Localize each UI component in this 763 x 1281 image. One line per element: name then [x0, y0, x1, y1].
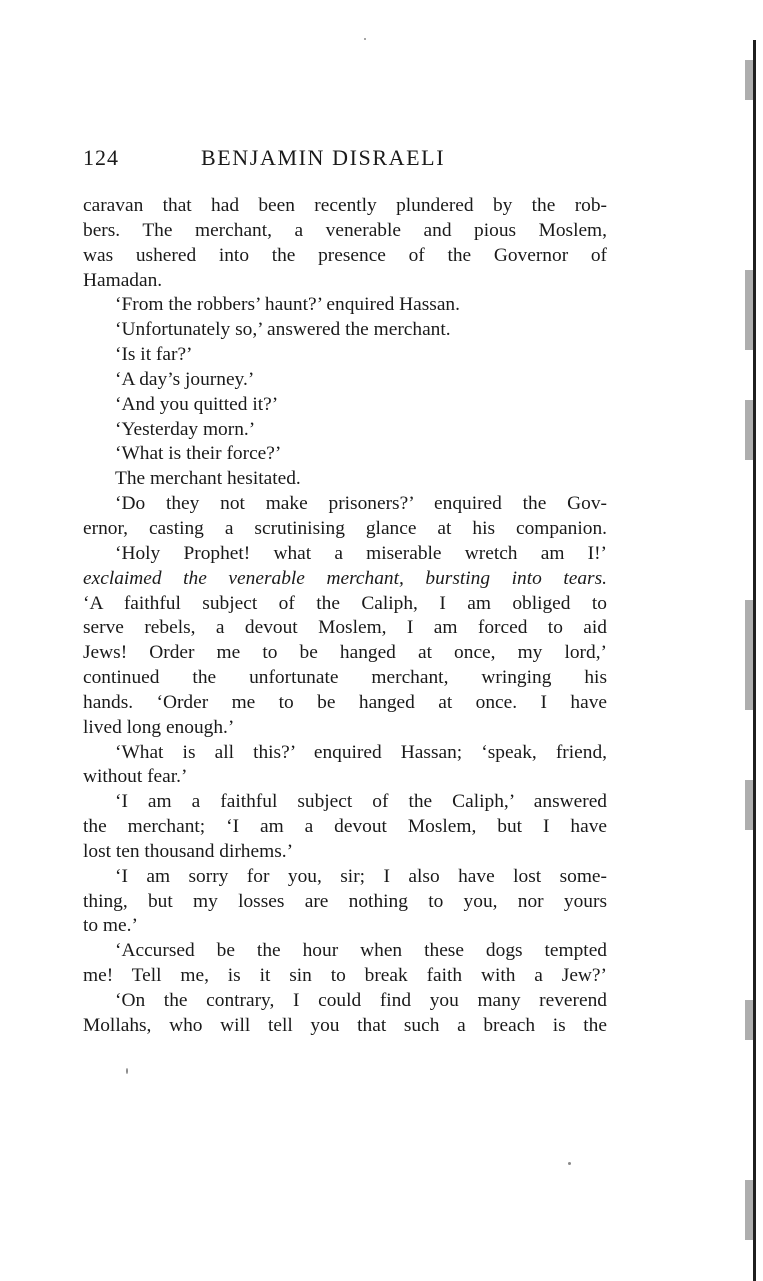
text-line: me! Tell me, is it sin to break faith with a Jew?’	[83, 965, 607, 987]
text-line: Hamadan.	[83, 269, 163, 291]
text-line: lived long enough.’	[83, 716, 235, 738]
text-line: ‘Is it far?’	[115, 344, 193, 366]
text-line: thing, but my losses are nothing to you, nor yours	[83, 890, 607, 912]
scan-speck	[126, 1068, 128, 1074]
text-line: continued the unfortunate merchant, wringing his	[83, 667, 607, 689]
running-head	[83, 145, 608, 175]
text-line: was ushered into the presence of the Governor of	[83, 244, 607, 266]
binding-shadow	[745, 600, 753, 710]
text-line: ‘On the contrary, I could find you many reverend	[115, 990, 607, 1011]
scan-speck	[568, 1162, 571, 1165]
scan-speck	[364, 38, 366, 40]
text-line: ‘What is their force?’	[115, 443, 282, 465]
text-line: to me.’	[83, 915, 138, 937]
binding-shadow	[745, 780, 753, 830]
text-line: the merchant; ‘I am a devout Moslem, but I have	[83, 816, 607, 838]
text-line: Mollahs, who will tell you that such a breach is the	[83, 1014, 607, 1036]
text-line: ‘From the robbers’ haunt?’ enquired Hassan.	[115, 294, 460, 316]
page-number: 124	[83, 145, 119, 170]
binding-shadow	[745, 1180, 753, 1240]
text-line: serve rebels, a devout Moslem, I am forced to aid	[83, 617, 607, 639]
text-line: Jews! Order me to be hanged at once, my lord,’	[83, 642, 607, 664]
binding-edge	[741, 40, 763, 1281]
text-line: ernor, casting a scrutinising glance at his companion.	[83, 517, 607, 539]
text-line: ‘A day’s journey.’	[115, 368, 255, 390]
text-line: The merchant hesitated.	[115, 468, 301, 490]
text-line: ‘Do they not make prisoners?’ enquired the Gov-	[115, 493, 607, 515]
text-line: lost ten thousand dirhems.’	[83, 840, 294, 862]
text-line: ‘I am a faithful subject of the Caliph,’ answered	[115, 791, 607, 813]
text-line: ‘I am sorry for you, sir; I also have lost some-	[115, 865, 607, 887]
binding-shadow	[745, 400, 753, 460]
text-line: ‘Yesterday morn.’	[115, 418, 256, 440]
text-line: hands. ‘Order me to be hanged at once. I have	[83, 691, 607, 713]
binding-shadow	[745, 60, 753, 100]
binding-shadow	[745, 1000, 753, 1040]
text-line: ‘Unfortunately so,’ answered the merchant.	[115, 319, 451, 341]
text-line: without fear.’	[83, 766, 188, 788]
text-line: ‘What is all this?’ enquired Hassan; ‘speak, friend,	[115, 741, 607, 763]
text-line: caravan that had been recently plundered by the rob-	[83, 195, 607, 216]
text-line: exclaimed the venerable merchant, bursting into tears.	[83, 567, 607, 589]
running-title: BENJAMIN DISRAELI	[201, 145, 446, 170]
text-line: ‘Accursed be the hour when these dogs tempted	[115, 940, 607, 962]
binding-rule	[753, 40, 756, 1281]
text-line: ‘A faithful subject of the Caliph, I am obliged to	[83, 592, 607, 614]
text-line: bers. The merchant, a venerable and pious Moslem,	[83, 219, 607, 241]
text-line: ‘And you quitted it?’	[115, 393, 279, 415]
text-line: ‘Holy Prophet! what a miserable wretch am I!’	[115, 542, 607, 564]
body-text	[83, 194, 607, 1039]
binding-shadow	[745, 270, 753, 350]
